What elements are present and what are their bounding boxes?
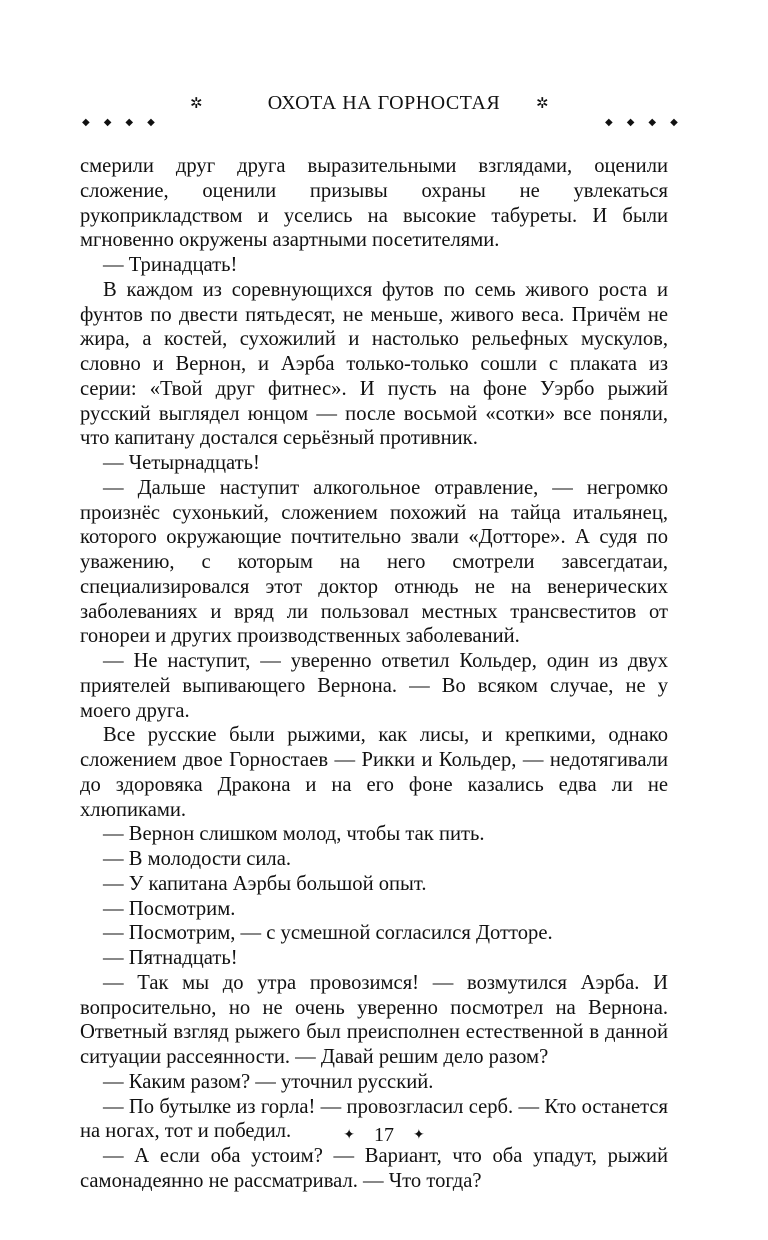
page-body bbox=[80, 154, 668, 1194]
paragraph: — Не наступит, — уверенно ответил Кольдер, один из двух приятелей выпивающего Вернона. — Во всяком случае, не у моего друга. bbox=[80, 650, 668, 722]
paragraph: — По бутылке из горла! — провозгласил серб. — Кто останется на ногах, тот и победил. bbox=[80, 1095, 668, 1143]
paragraph: — Так мы до утра провозимся! — возмутился Аэрба. И вопросительно, но не очень уверенно посмотрел на Вернона. Ответный взгляд рыжего был преисполнен естественной в данной ситуации рассеянности. — Давай решим дело разом? bbox=[80, 971, 668, 1068]
paragraph: — Посмотрим. bbox=[103, 897, 236, 920]
paragraph: смерили друг друга выразительными взглядами, оценили сложение, оценили призывы охраны не увлекаться рукоприкладством и уселись на высокие табуреты. И были мгновенно окружены азартными посетителями. bbox=[80, 155, 668, 252]
dot-ornament-left-icon: ◆◆◆◆ bbox=[82, 117, 169, 128]
paragraph: — Четырнадцать! bbox=[103, 452, 260, 474]
page-number: 17 bbox=[374, 1124, 394, 1146]
star-ornament-icon: ✲ bbox=[536, 96, 549, 112]
diamond-ornament-icon: ✦ bbox=[413, 1128, 425, 1143]
paragraph: — А если оба устоим? — Вариант, что оба упадут, рыжий самонадеянно не рассматривал. — Что тогда? bbox=[80, 1145, 668, 1192]
paragraph: В каждом из соревнующихся футов по семь живого роста и фунтов по двести пятьдесят, не меньше, живого веса. Причём не жира, а костей, сухожилий и настолько рельефных мускулов, словно и Вернон, и Аэрба только-только сошли с плаката из серии: «Твой друг фитнес». И пусть на фоне Уэрбо рыжий русский выглядел юнцом — после восьмой «сотки» все поняли, что капитану достался серьёзный противник. bbox=[80, 278, 668, 450]
running-header bbox=[0, 92, 768, 132]
dot-ornament-right-icon: ◆◆◆◆ bbox=[605, 117, 692, 128]
paragraph: — Дальше наступит алкогольное отравление, — негромко произнёс сухонький, сложением похожий на тайца итальянец, которого окружающие почтительно звали «Дотторе». А судя по уважению, с которым на него смотрели завсегдатаи, специализировался этот доктор отнюдь не на венерических заболеваниях и вряд ли пользовал местных трансвеститов от гонореи и других производственных заболеваний. bbox=[80, 476, 668, 648]
star-ornament-icon: ✲ bbox=[190, 96, 203, 112]
paragraph: — Вернон слишком молод, чтобы так пить. bbox=[103, 823, 485, 846]
paragraph: — Тринадцать! bbox=[103, 254, 238, 276]
paragraph: — Посмотрим, — с усмешной согласился Дотторе. bbox=[103, 922, 553, 945]
diamond-ornament-icon: ✦ bbox=[343, 1128, 355, 1143]
paragraph: Все русские были рыжими, как лисы, и крепкими, однако сложением двое Горностаев — Рикки и Кольдер, — недотягивали до здоровяка Дракона и на его фоне казались едва ли не хлюпиками. bbox=[80, 724, 668, 821]
page-footer bbox=[0, 1124, 768, 1147]
paragraph: — Каким разом? — уточнил русский. bbox=[103, 1070, 434, 1093]
paragraph: — Пятнадцать! bbox=[103, 947, 238, 969]
paragraph: — В молодости сила. bbox=[103, 848, 291, 870]
paragraph: — У капитана Аэрбы большой опыт. bbox=[103, 872, 427, 895]
running-title: ОХОТА НА ГОРНОСТАЯ bbox=[267, 92, 501, 114]
